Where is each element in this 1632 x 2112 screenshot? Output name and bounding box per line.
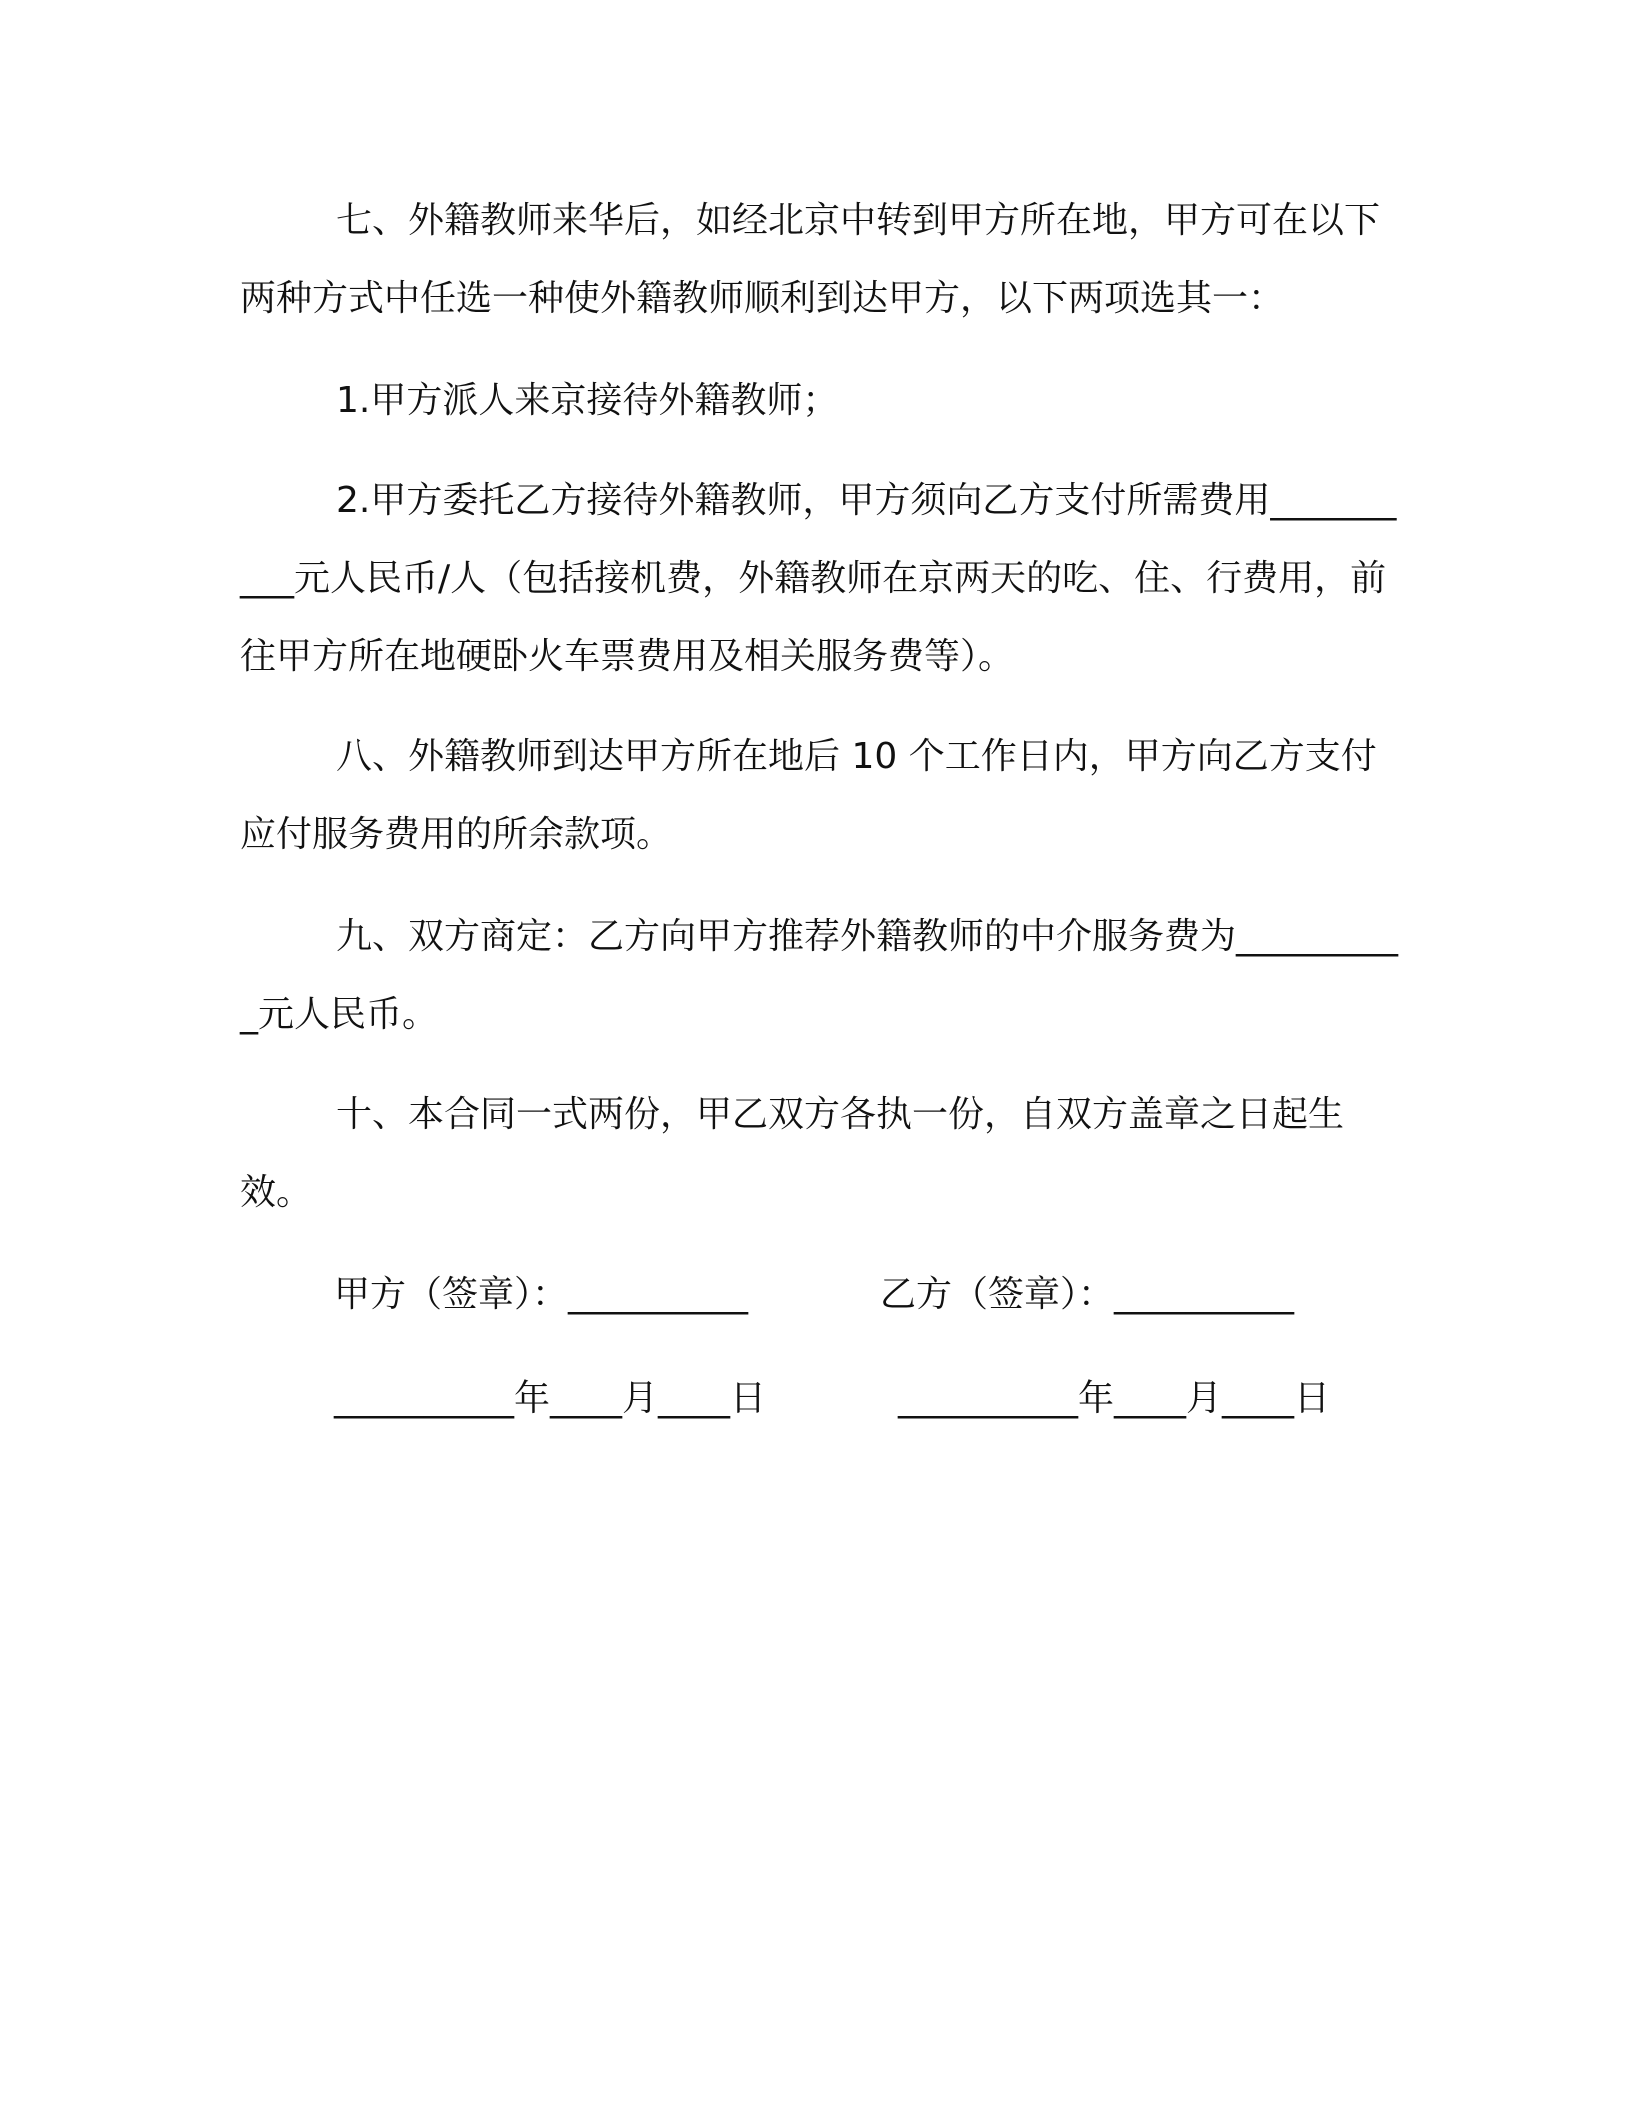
party-b-date: __________年____月____日 bbox=[898, 1378, 1330, 1419]
clause-seven-option-two: 2.甲方委托乙方接待外籍教师，甲方须向乙方支付所需费用__________元人民币/人（包括接机费，外籍教师在京两天的吃、住、行费用，前往甲方所在地硬卧火车票费用及相关服务费等）。 bbox=[240, 480, 1397, 677]
clause-ten: 十、本合同一式两份，甲乙双方各执一份，自双方盖章之日起生效。 bbox=[240, 1094, 1345, 1213]
clause-seven-option-one: 1.甲方派人来京接待外籍教师； bbox=[336, 380, 839, 421]
clause-eight: 八、外籍教师到达甲方所在地后 10 个工作日内，甲方向乙方支付应付服务费用的所余款项。 bbox=[240, 736, 1377, 855]
clause-nine: 九、双方商定：乙方向甲方推荐外籍教师的中介服务费为__________元人民币。 bbox=[240, 916, 1399, 1035]
party-a-date: __________年____月____日 bbox=[334, 1378, 766, 1419]
party-a-signature: 甲方（签章）：__________ bbox=[334, 1274, 749, 1315]
clause-seven: 七、外籍教师来华后，如经北京中转到甲方所在地，甲方可在以下两种方式中任选一种使外籍教师顺利到达甲方，以下两项选其一： bbox=[240, 200, 1381, 319]
party-b-signature: 乙方（签章）：__________ bbox=[880, 1274, 1295, 1315]
